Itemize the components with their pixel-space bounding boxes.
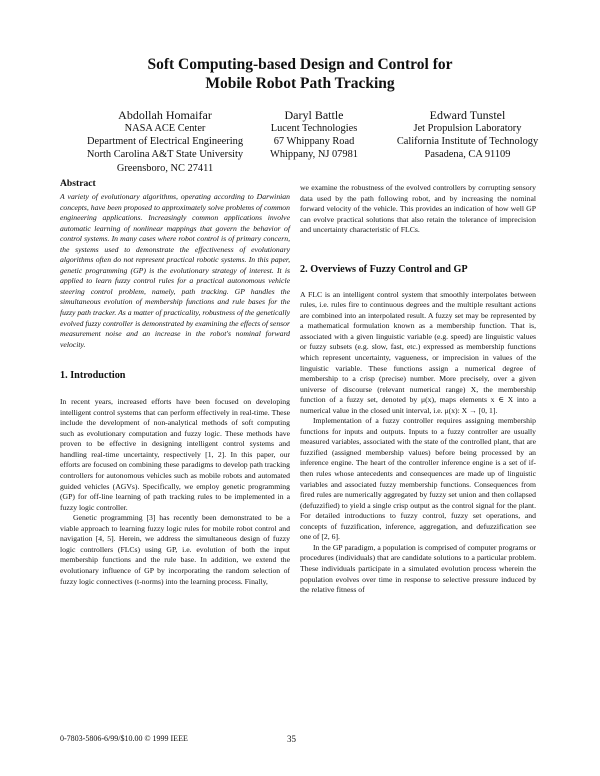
intro-paragraph-1: In recent years, increased efforts have been focused on developing intelligent control systems that can perform effectively in real-time. These include the development of non-analytical methods of soft computing such as evolutionary computation and fuzzy logic. These methods have proven to be effective in designing intelligent control systems and handling real-time uncertainty, respectively [1, 2]. In this paper, our efforts are focused on combining these paradigms to develop path tracking controllers for autonomous vehicles such as mobile robots and automated guided vehicles (AGVs). Specifically, we employ genetic programming (GP) for off-line learning of path tracking rules to be implemented in a fuzzy logic controller. — [60, 397, 290, 512]
section-2-paragraph-2: Implementation of a fuzzy controller requires assigning membership functions for inputs and outputs. Inputs to a fuzzy controller are usually measured variables, associated with the state of the controlled plant, that are fuzzified (assigned membership values) before being processed by an inference engine. The heart of the controller inference engine is a set of if-then rules whose antecedents and consequences are made up of linguistic variables and associated fuzzy membership functions. Consequences from fired rules are numerically aggregated by fuzzy set union and then collapsed (defuzzified) to yield a single crisp output as the control signal for the plant. For detailed introductions to fuzzy control, fuzzy set operations, and concepts of fuzzification, inference, aggregation, and defuzzification see one of [2, 6]. — [300, 416, 536, 542]
author-block-homaifar — [55, 108, 275, 175]
paper-title — [0, 55, 600, 93]
author-affiliation: 67 Whippany Road — [273, 136, 355, 148]
intro-heading: 1. Introduction — [60, 370, 126, 382]
author-affiliation: NASA ACE Center — [124, 123, 206, 134]
author-block-battle — [252, 108, 376, 162]
author-affiliation: Department of Electrical Engineering — [86, 136, 244, 148]
author-affiliation: Whippany, NJ 07981 — [270, 149, 358, 161]
section-2-paragraph-3: In the GP paradigm, a population is comprised of computer programs or procedures (individuals) that are candidate solutions to a particular problem. These individuals participate in a simulated evolution process wherein the population evolves over time in response to selective pressure induced by the relative fitness of — [300, 542, 536, 595]
section-2-paragraph-1: A FLC is an intelligent control system that smoothly interpolates between rules, i.e. rules fire to continuous degrees and the multiple resultant actions are combined into an interpolated result. A fuzzy set may be represented by a mathematical formulation known as a membership function. That is, associated with a given linguistic variable (e.g. speed) are linguistic values or fuzzy subsets (e.g. slow, fast, etc.) expressed as membership functions which represent uncertainty, vagueness, or imprecision in values of the linguistic variable. These functions assign a numerical degree of membership to a crisp (precise) number. More precisely, over a given universe of discourse (relevant numerical range) X, the membership function of a fuzzy set, denoted by μ(x), maps elements x ∈ X into a numerical value in the closed unit interval, i.e. μ(x): X → [0, 1]. — [300, 289, 536, 415]
author-block-tunstel — [380, 108, 555, 162]
title-line-1: Soft Computing-based Design and Control for — [147, 56, 453, 73]
intro-continued-paragraph: we examine the robustness of the evolved controllers by corrupting sensory data used by the path following robot, and by increasing the nominal forward velocity of the vehicle. This provides an indication of how well GP can evolve practical solutions that also retain the tolerance of imprecision and uncertainty characteristic of FLCs. — [300, 183, 536, 235]
author-name: Edward Tunstel — [429, 108, 506, 122]
author-affiliation: Lucent Technologies — [270, 123, 358, 134]
section-2-heading: 2. Overviews of Fuzzy Control and GP — [300, 263, 468, 275]
abstract-text: A variety of evolutionary algorithms, operating according to Darwinian concepts, have been proposed to approximately solve problems of common engineering applications. Increasingly common applications involve automatic learning of nonlinear mappings that govern the behavior of control systems. In many cases where robot control is of primary concern, the systems used to demonstrate the effectiveness of evolutionary algorithms often do not represent practical robotic systems. In this paper, genetic programming (GP) is the evolutionary strategy of interest. It is applied to learn fuzzy control rules for a practical autonomous vehicle steering control problem, namely, path tracking. GP handles the simultaneous evolution of membership functions and rule bases for the fuzzy path tracker. As a matter of practicality, robustness of the genetically evolved fuzzy controller is demonstrated by examining the effects of sensor measurement noise and an increase in the robot's nominal forward velocity. — [60, 192, 290, 349]
right-column — [300, 183, 536, 596]
intro-paragraph-2: Genetic programming [3] has recently been demonstrated to be a viable approach to learning fuzzy logic rules for mobile robot control and navigation [4, 5]. Herein, we address the simultaneous design of fuzzy logic controllers (FLCs) using GP, i.e. evolution of both the input membership functions and the rule base. In addition, we extend the evolutionary influence of GP by incorporating the random selection of fuzzy logic connectives (t-norms) into the learning process. Finally, — [60, 513, 290, 586]
author-affiliation: Greensboro, NC 27411 — [116, 162, 214, 174]
author-affiliation: California Institute of Technology — [396, 136, 539, 148]
title-line-2: Mobile Robot Path Tracking — [205, 75, 395, 92]
abstract-heading: Abstract — [60, 178, 96, 189]
author-affiliation: North Carolina A&T State University — [86, 149, 244, 161]
copyright-footer: 0-7803-5806-6/99/$10.00 © 1999 IEEE — [60, 734, 188, 743]
author-affiliation: Jet Propulsion Laboratory — [413, 123, 522, 134]
author-name: Abdollah Homaifar — [118, 108, 212, 122]
left-column — [60, 178, 290, 587]
page-number: 35 — [287, 734, 296, 744]
author-name: Daryl Battle — [284, 108, 344, 122]
author-affiliation: Pasadena, CA 91109 — [424, 149, 511, 161]
